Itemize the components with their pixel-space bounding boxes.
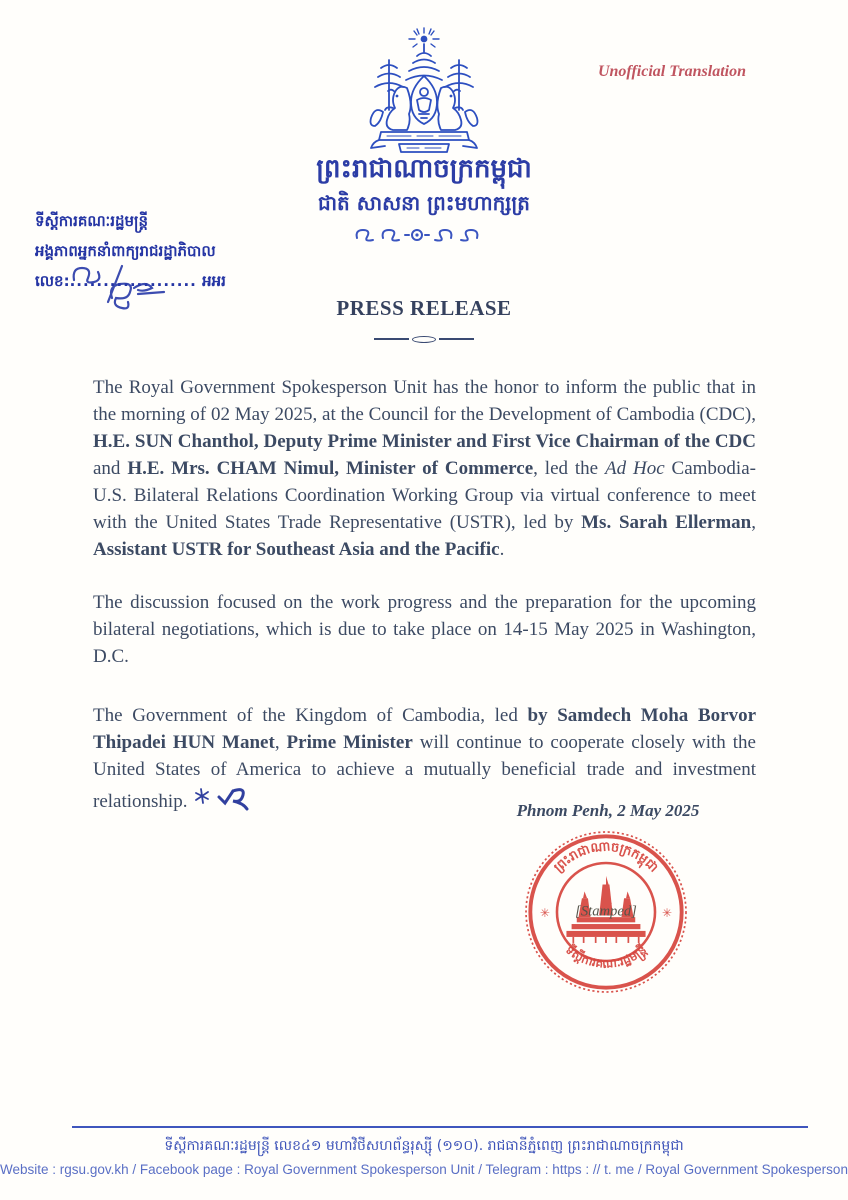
national-motto-khmer: ជាតិ សាសនា ព្រះមហាក្សត្រ xyxy=(318,191,530,215)
svg-text:ទីស្តីការគណៈរដ្ឋមន្ត្រី xyxy=(563,942,651,971)
kingdom-title-khmer: ព្រះរាជាណាចក្រកម្ពុជា xyxy=(316,154,532,184)
ref-suffix: អអរ xyxy=(202,272,226,290)
ref-dots: ................... xyxy=(69,272,197,290)
footer-address-khmer: ទីស្តីការគណៈរដ្ឋមន្ត្រី លេខ៤១ មហាវិថីសហព័ន្ធរុស្ស៊ី (១១០). រាជធានីភ្នំពេញ ព្រះរាជាណាចក្រកម្ពុជា xyxy=(164,1138,684,1154)
letterhead-unit: អង្គភាពអ្នកនាំពាក្យរាជរដ្ឋាភិបាល xyxy=(35,242,216,260)
royal-arms-icon xyxy=(351,26,497,158)
handwritten-initials xyxy=(193,783,257,821)
paragraph-3-text: The Government of the Kingdom of Cambodia, led by Samdech Moha Borvor Thipadei HUN Manet, Prime Minister will continue to cooperate closely with the United States of America to achieve a mutually beneficial trade and investment relationship. xyxy=(93,705,757,812)
stamp-separator-right: ✳ xyxy=(662,906,673,921)
paragraph-2: The discussion focused on the work progress and the preparation for the upcoming bilateral negotiations, which is due to take place on 14-15 May 2025 in Washington, D.C. xyxy=(93,592,756,667)
official-stamp xyxy=(520,826,692,998)
stamp-arc-bottom: ទីស្តីការគណៈរដ្ឋមន្ត្រី xyxy=(562,942,650,972)
date-line: Phnom Penh, 2 May 2025 xyxy=(516,801,700,820)
letterhead-office: ទីស្តីការគណៈរដ្ឋមន្ត្រី xyxy=(35,212,149,230)
unofficial-translation-note: Unofficial Translation xyxy=(597,63,746,80)
stamp-arc-top: ព្រះរាជាណាចក្រកម្ពុជា xyxy=(551,839,661,876)
footer-contact-line: Website : rgsu.gov.kh / Facebook page : Royal Government Spokesperson Unit / Telegram : https : // t. me / Royal Government Spokesperson xyxy=(0,1162,848,1177)
ornament-flourish-icon xyxy=(349,222,499,248)
stamp-separator-left: ✳ xyxy=(539,906,550,921)
ref-prefix: លេខ: xyxy=(35,272,70,290)
title-divider xyxy=(374,334,474,344)
body-content xyxy=(93,374,756,821)
page-title: PRESS RELEASE xyxy=(336,296,512,320)
footer-divider xyxy=(72,1126,808,1128)
stamp-center-label: [Stamped] xyxy=(575,903,637,920)
paragraph-1: The Royal Government Spokesperson Unit has the honor to inform the public that in the morning of 02 May 2025, at the Council for the Development of Cambodia (CDC), H.E. SUN Chanthol, Deputy Prime Minister and First Vice Chairman of the CDC and H.E. Mrs. CHAM Nimul, Minister of Commerce, led the Ad Hoc Cambodia-U.S. Bilateral Relations Coordination Working Group via virtual conference to meet with the United States Trade Representative (USTR), led by Ms. Sarah Ellerman, Assistant USTR for Southeast Asia and the Pacific. xyxy=(93,377,756,560)
